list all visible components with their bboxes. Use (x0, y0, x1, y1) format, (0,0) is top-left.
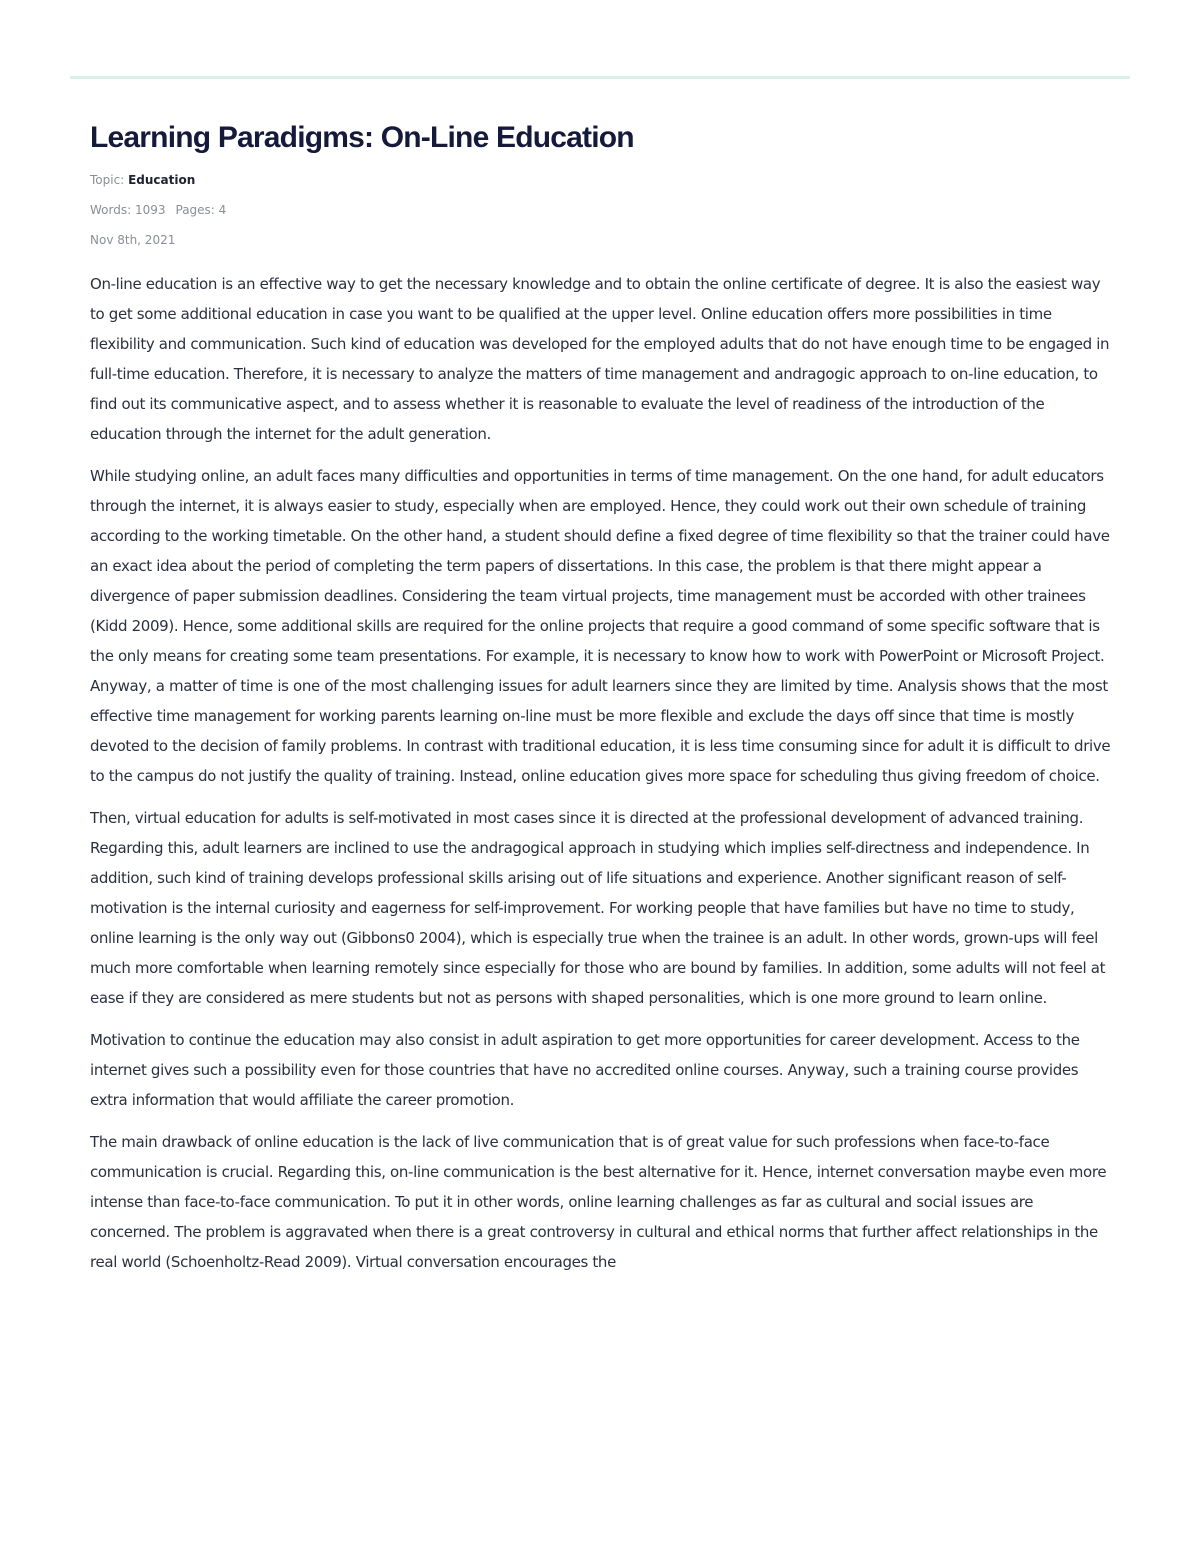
paragraph: On-line education is an effective way to get the necessary knowledge and to obtain the online certificate of degree. It is also the easiest way to get some additional education in case you want to be qualified at the upper level. Online education offers more possibilities in time flexibility and communication. Such kind of education was developed for the employed adults that do not have enough time to be engaged in full-time education. Therefore, it is necessary to analyze the matters of time management and andragogic approach to on-line education, to find out its communicative aspect, and to assess whether it is reasonable to evaluate the level of readiness of the introduction of the education through the internet for the adult generation. (90, 275, 1110, 443)
article (90, 118, 1115, 1289)
article-body (90, 269, 1115, 1277)
paragraph: Motivation to continue the education may also consist in adult aspiration to get more opportunities for career development. Access to the internet gives such a possibility even for those countries that have no accredited online courses. Anyway, such a training course provides extra information that would affiliate the career promotion. (90, 1031, 1080, 1109)
paragraph: While studying online, an adult faces many difficulties and opportunities in terms of time management. On the one hand, for adult educators through the internet, it is always easier to study, especially when are employed. Hence, they could work out their own schedule of training according to the working timetable. On the other hand, a student should define a fixed degree of time flexibility so that the trainer could have an exact idea about the period of completing the term papers of dissertations. In this case, the problem is that there might appear a divergence of paper submission deadlines. Considering the team virtual projects, time management must be accorded with other trainees (Kidd 2009). Hence, some additional skills are required for the online projects that require a good command of some specific software that is the only means for creating some team presentations. For example, it is necessary to know how to work with PowerPoint or Microsoft Project. Anyway, a matter of time is one of the most challenging issues for adult learners since they are limited by time. Analysis shows that the most effective time management for working parents learning on-line must be more flexible and exclude the days off since that time is mostly devoted to the decision of family problems. In contrast with traditional education, it is less time consuming since for adult it is difficult to drive to the campus do not justify the quality of training. Instead, online education gives more space for scheduling thus giving freedom of choice. (90, 467, 1111, 785)
article-title: Learning Paradigms: On-Line Education (90, 121, 634, 154)
topic-link[interactable]: Education (128, 173, 196, 187)
topic-label: Topic: (90, 173, 125, 187)
stats-line (90, 202, 1115, 218)
page-count: Pages: 4 (175, 203, 227, 217)
paragraph: The main drawback of online education is the lack of live communication that is of great value for such professions when face-to-face communication is crucial. Regarding this, on-line communication is the best alternative for it. Hence, internet conversation maybe even more intense than face-to-face communication. To put it in other words, online learning challenges as far as cultural and social issues are concerned. The problem is aggravated when there is a great controversy in cultural and ethical norms that further affect relationships in the real world (Schoenholtz-Read 2009). Virtual conversation encourages the (90, 1133, 1107, 1271)
publish-date: Nov 8th, 2021 (90, 233, 176, 247)
word-count: Words: 1093 (90, 203, 166, 217)
paragraph: Then, virtual education for adults is self-motivated in most cases since it is directed at the professional development of advanced training. Regarding this, adult learners are inclined to use the andragogical approach in studying which implies self-directness and independence. In addition, such kind of training develops professional skills arising out of life situations and experience. Another significant reason of self-motivation is the internal curiosity and eagerness for self-improvement. For working people that have families but have no time to study, online learning is the only way out (Gibbons0 2004), which is especially true when the trainee is an adult. In other words, grown-ups will feel much more comfortable when learning remotely since especially for those who are bound by families. In addition, some adults will not feel at ease if they are considered as mere students but not as persons with shaped personalities, which is one more ground to learn online. (90, 809, 1106, 1007)
topic-line (90, 172, 1115, 188)
top-divider (70, 76, 1130, 79)
